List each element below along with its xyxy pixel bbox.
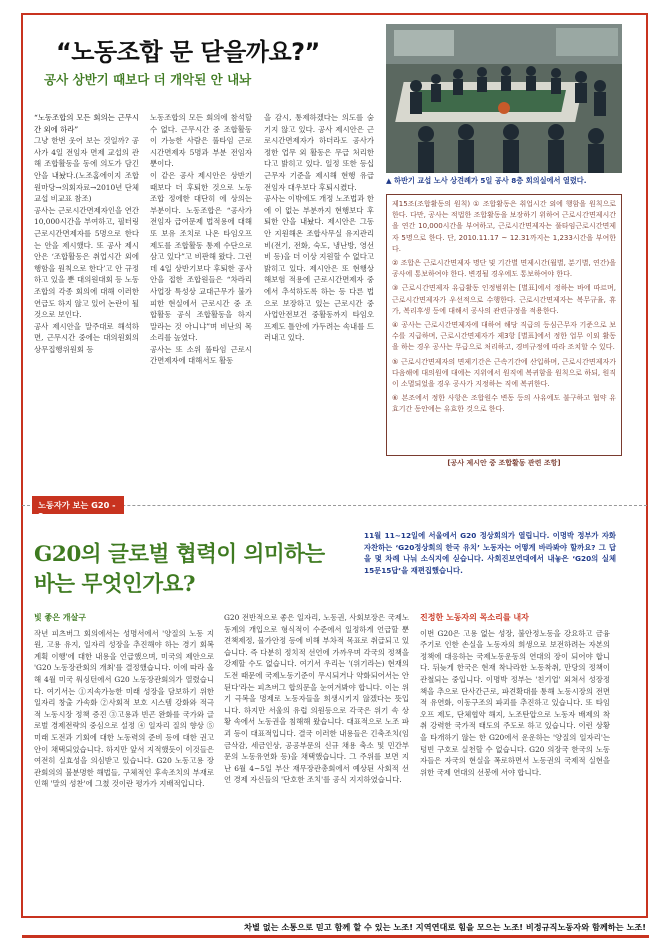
g20-column-2 [224, 612, 409, 786]
article-column-3 [264, 112, 374, 344]
meeting-photo-illustration [386, 24, 622, 173]
article-subhead: 공사 상반기 때보다 더 개악된 안 내놔 [44, 72, 252, 87]
article-paragraph: 공사 제시안을 말주대로 해석하면, 근무시간 중에는 대의원회의 상무집행위원회 등 [34, 321, 139, 354]
law-clause: ③ 근로시간면제자 유급활동 인정범위는 [별표]에서 정하는 바에 따르며, 근로시간면제자가 우선적으로 수행한다. 근로시간면제자는 복무규율, 휴가, 복리후생 등에 대해서 공사의 관련규정을 적용한다. [392, 284, 616, 315]
article-paragraph: 공사는 또 소위 풀타임 근로시간면제자에 대해서도 활동 [150, 344, 252, 366]
g20-title [34, 540, 325, 600]
g20-title-line: G20의 글로벌 협력이 의미하는 [34, 542, 325, 567]
article-paragraph: 공사는 근로시간면제자인을 연간 10,000시간을 부여하고, 필터링 근로시간면제자를 5명으로 한다는 안을 제시했다. 또 공사 제시안은 ‘조합활동은 취업시간 외에 행함을 원칙으로 한다’고 안 규정하고 있을 뿐 대의원대회 등 노동조합의 각종 회의에 대해 이러한 연급도 하지 않고 있어 논란이 될 것으로 보인다. [34, 205, 139, 320]
law-clause-box [386, 194, 622, 456]
footer-rule [22, 935, 649, 938]
g20-paragraph: 작년 피츠버그 회의에서는 성명서에서 '양질의 노동 지원, 고용 유지, 일자리 성장을 추진해야 하는 경기 회복 계획 이행'에 대한 내용을 언급했으며, 미국의 제안으로 'G20 노동장관회의 개최'를 결정했습니다. 이에 따라 올해 4월 미국 워싱턴에서 G20 노동장관회의가 열렸습니다. 여기서는 ①지속가능한 미래 성장을 담보하기 위한 일자리 창출 가속화 ②사회적 보호 시스템 강화와 적극적 노동시장 정책 증진 ③고용과 빈곤 완화를 국가와 글로벌 경제전략의 중심으로 설정 ④ 일자리 질의 향상 ⑤미래 도전과 기회에 대한 노동력의 준비 등에 대한 권고안이 채택되었습니다. 하지만 앞서 지적했듯이 이것들은 여전히 실효성을 의심받고 있습니다. G20 노동고용 장관회의의 불분명한 해법들, 구체적인 후속조치의 부재로 인해 '말의 성찬'에 그쳤 것이란 평가가 지배적입니다. [34, 628, 214, 789]
g20-column-1 [34, 612, 214, 790]
article-paragraph: 이 같은 공사 제시안은 상반기 때보다 더 후퇴한 것으로 노동조합 정에한 대단히 에 상의는 부분이다. 노동조합은 “공사가 전임자 급여문제 법적용에 대해 또 보유 조치로 나온 타임오프제도를 조합활동 통제 수단으로 삼고 있다”고 비판해 왔다. 그런데 4일 상반기보다 후퇴한 공사안을 접한 조합원들은 “차라리 사업장 특성상 교대근무가 불가피한 현실에서 근로시간 중 조합활동 공식 조합활동을 하지 말라는 것 아니냐”며 비난의 목소리를 높였다. [150, 170, 252, 343]
g20-subheading: 빛 좋은 개살구 [34, 613, 86, 622]
article-column-1 [34, 112, 139, 355]
law-box-caption: [공사 제시안 중 조합활동 관련 조항] [447, 459, 561, 467]
law-clause: 제15조(조합활동의 원칙) ① 조합활동은 취업시간 외에 행함을 원칙으로 한다. 다만, 공사는 적법한 조합활동을 보장하기 위하여 근로시간면제시간을 연간 10,000시간을 부여하고, 근로시간면제자는 풀타임근로시간면제자 5명으로 한다. 단, 2010.11.17 ~ 12.31까지는 1,233시간을 부여한다. [392, 200, 616, 253]
g20-intro: 11월 11~12일에 서울에서 G20 정상회의가 열립니다. 이명박 정부가 자화자찬하는 ‘G20정상회의 한국 유치’ 노동자는 어떻게 바라봐야 할까요? 그 답을 몇 차례 나눠 소식지에 싣습니다. 사회진보연대에서 내놓은 ‘G20의 실체 15문15답’을 재편집했습니다. [364, 531, 616, 575]
article-headline: “노동조합 문 닫을까요?” [56, 38, 320, 66]
section-tag: 노동자가 보는 G20 - 3 [32, 496, 124, 514]
law-clause: ② 조합은 근로시간면제자 명단 및 기간별 면제시간(월별, 분기별, 연간)을 공사에 통보하여야 한다. 변경될 경우에도 통보하여야 한다. [392, 259, 616, 279]
article-paragraph: 을 감시, 통제하겠다는 의도를 숨기지 않고 있다. 공사 제시안은 근로시간면제자가 하더라도 공사가 정한 업무 외 활동은 무급 처리한다고 밝히고 있다. 일정 또한 등십근무자 기준을 제시해 현행 유급 전임자 대우보다 후퇴시켰다. [264, 113, 374, 192]
article-paragraph: 공사는 이밖에도 개정 노조법과 한에 이 없는 부분까지 현행보다 후퇴한 안을 내놨다. 제시안은 그동안 지원해온 조합사무실 유지관리비(전기, 전화, 숙도, 냉난방, 영선비 등)을 더 이상 지원할 수 없다고 밝히고 있다. 제시안은 또 현행상해보험 적용에 근로시간면제자 중에서 추석하도록 하는 등 다른 법으로 보장하고 있는 근로시간 중 사업안전보건 중활동까지 타임오프제도 틀안에 가두려는 속내를 드러내고 있다. [264, 194, 374, 343]
g20-subheading: 진정한 노동자의 목소리를 내자 [420, 613, 529, 622]
g20-column-3 [420, 612, 610, 778]
photo-caption: ▲ 하반기 교섭 노사 상견례가 5일 공사 8층 회의실에서 열렸다. [386, 176, 587, 185]
g20-paragraph: G20 전반적으로 좋은 일자리, 노동권, 사회보장은 국제노동계의 개입으로 형식적이 수준에서 일정하게 언급할 뿐 견책제정, 물가안정 등에 비해 부차적 목표로 취급되고 있습니다. 즉 다분히 정치적 선언에 가까우며 각국의 정책을 강제할 수도 없습니다. 여기서 우리는 '(위기라는) 현재의 도전 때문에 국제노동기준이 무시되거나 약화되어서는 안 된다'라는 피츠버그 합의문을 눈여겨봐야 합니다. 이는 위기 극복을 명제로 노동자들을 희생시키지 않겠다는 뜻입니다. 하지만 서울의 유럽 의원등으로 각국은 위기 속 상황 속에서 노동권을 침해해 왔습니다. 대표적으로 노조 파괴 등이 대표적입니다. 결국 이러한 내용들은 긴축조치(임금삭감, 세금인상, 공공부문의 신규 채용 축소 및 민간부문의 노동유연화 등)을 채택했습니다. 그 주위를 보면 지난 6월 4~5일 부산 재무장관총회에서 예상된 사회적 선언 경제 자신들의 '단호한 조치'를 공식 지지하였습니다. [224, 613, 409, 785]
g20-title-line: 바는 무엇인가요? [34, 572, 195, 597]
law-clause: ④ 공사는 근로시간면제자에 대하여 해당 직급의 등심근무자 기준으로 보수를 지급하며, 근로시간면제자가 제3항 [별표]에서 정한 업무 이외 활동을 하는 경우 공사는 무급으로 처리하고, 경비규정에 따라 조치할 수 있다. [392, 321, 616, 352]
article-paragraph: 그냥 한번 웃어 보는 것일까? 공사가 4일 전임자 면제 교섭의 관해 조합활동을 동에 의도가 담긴 안을 내놨다.(노조홈에이지 조합원마당→의회자료→2010년 단체교섭 비교표 참조) [34, 136, 139, 204]
law-clause: ⑥ 본조에서 정한 사항은 조합원수 변동 등의 사유에도 불구하고 협약 유효기간 동안에는 유효한 것으로 한다. [392, 394, 616, 414]
article-column-2 [150, 112, 252, 367]
article-paragraph: 노동조합의 모든 회의에 참석할 수 없다. 근무시간 중 조합활동이 가능한 사람은 풀타임 근로시간면제자 5명과 부분 전임자뿐이다. [150, 113, 252, 169]
footer-slogan: 차별 없는 소통으로 믿고 함께 할 수 있는 노조! 지역연대로 힘을 모으는 노조! 비정규직노동자와 함께하는 노조! [244, 922, 646, 932]
law-clause: ⑤ 근로시간면제자의 면제기간은 근속기간에 산입하며, 근로시간면제자가 다음해에 대의원에 대에는 지위에서 원직에 복귀함을 원칙으로 하되, 원직이 소멸되었을 경우 공사가 지정하는 직에 복귀한다. [392, 357, 616, 389]
meeting-photo [386, 24, 622, 173]
g20-paragraph: 이번 G20은 고용 없는 성장, 불안정노동을 강요하고 금융 주기로 인한 손실을 노동자의 희생으로 보전하려는 자본의 정책에 대응하는 국제노동운동의 연대의 장이 되어야 합니다. 뒤늦게 한국은 현재 착나라한 노동착취, 만당의 정책이 관철되는 중입니다. 이명박 정부는 '친기업' 외쳐서 성장정책을 추으로 단사간근로, 파견확대를 통해 노동시장의 전면적 유연화, 이동구조의 파괴를 추진하고 있습니다. 또 타임오프 제도, 단체협약 해지, 노조탄압으로 노동자 배제의 착취 강력한 국가적 태도의 주도로 하고 있습니다. 이런 상황을 타개하기 않는 한 G20에서 운운하는 '양질의 일자리'는 텅빈 구호로 실천할 수 없습니다. G20 의장국 한국의 노동자들은 자국의 현실을 폭로하면서 노동권의 국제적 실현을 위한 국제 연대의 선봉에 서야 합니다. [420, 628, 610, 777]
article-paragraph: “노동조합의 모든 회의는 근무시간 외에 하라” [34, 113, 139, 134]
